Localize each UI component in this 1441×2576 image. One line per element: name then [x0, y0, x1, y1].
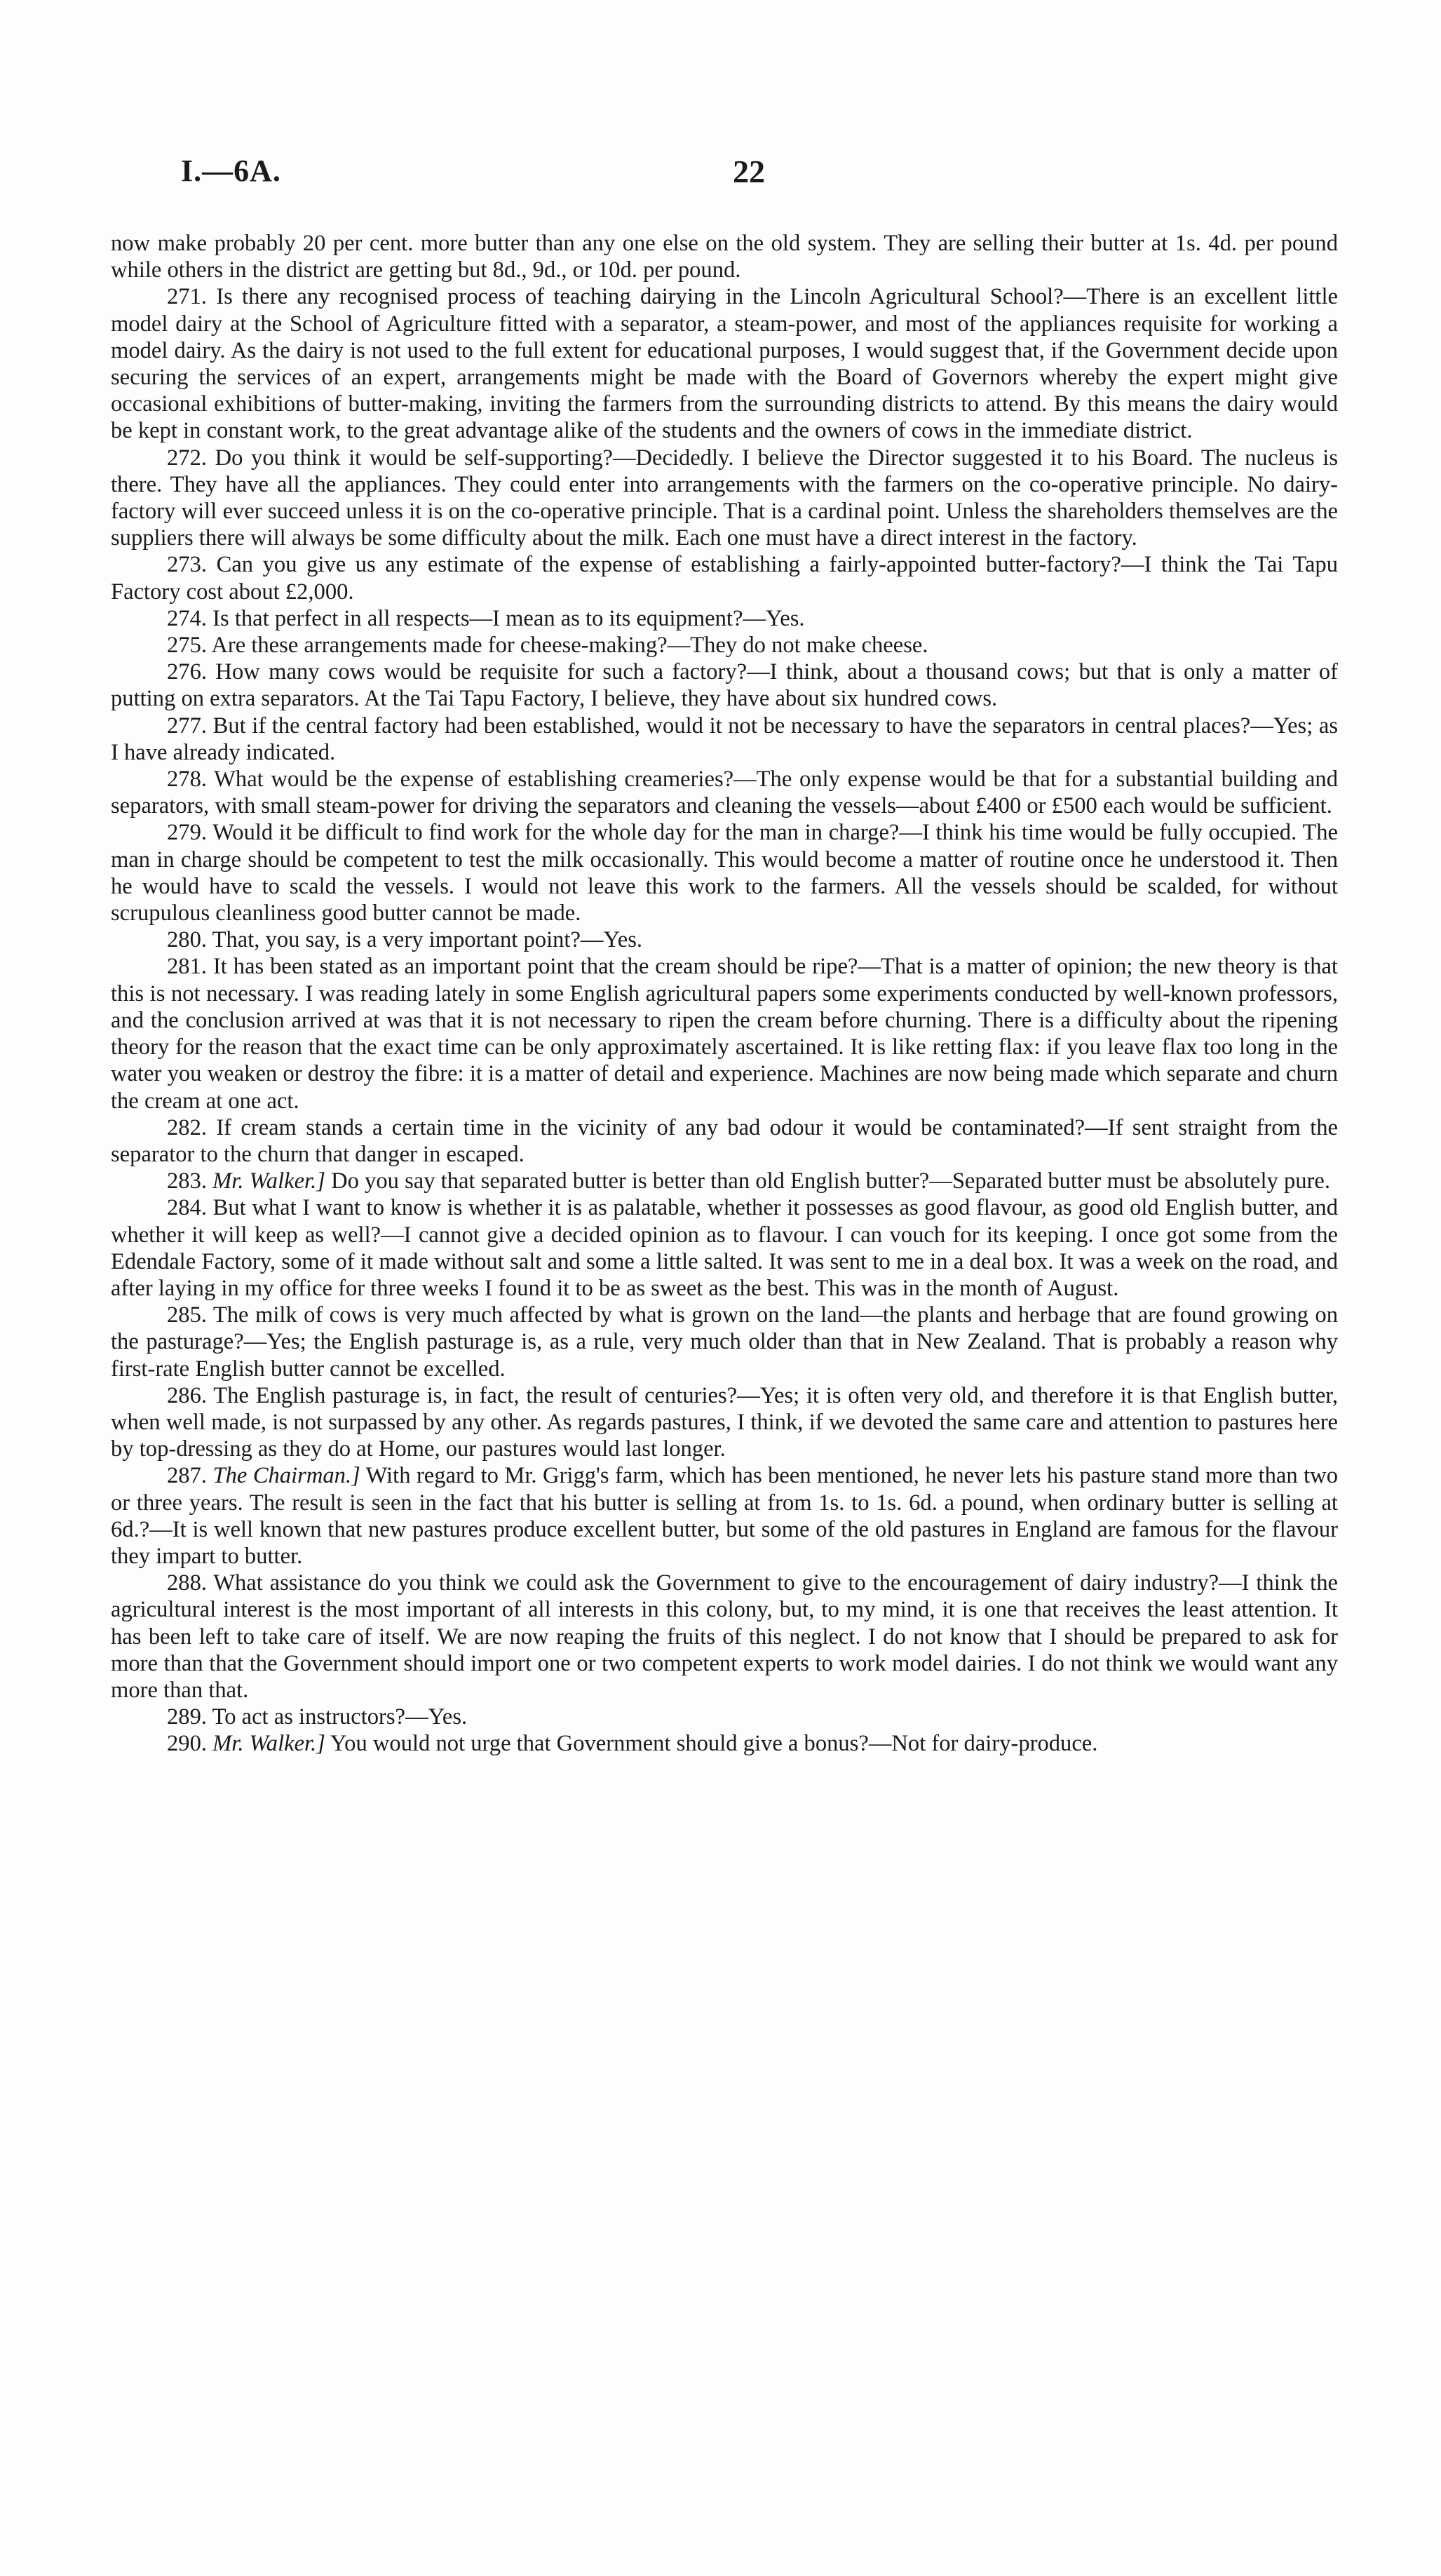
paragraph: 272. Do you think it would be self-supporting?—Decidedly. I believe the Director suggested it to his Board. The nucleus is there. They have all the appliances. They could enter into arrangements with the farmers on the co-operative principle. No dairy-factory will ever succeed unless it is on the co-operative principle. That is a cardinal point. Unless the shareholders themselves are the suppliers there will always be some difficulty about the milk. Each one must have a direct interest in the factory. [111, 445, 1338, 551]
paragraph: 288. What assistance do you think we could ask the Government to give to the encouragement of dairy industry?—I think the agricultural interest is the most important of all interests in this colony, but, to my mind, it is one that receives the least attention. It has been left to take care of itself. We are now reaping the fruits of this neglect. I do not know that I should be prepared to ask for more than that the Government should import one or two competent experts to work model dairies. I do not think we would want any more than that. [111, 1570, 1338, 1703]
paragraph: now make probably 20 per cent. more butter than any one else on the old system. They are selling their butter at 1s. 4d. per pound while others in the district are getting but 8d., 9d., or 10d. per pound. [111, 231, 1338, 283]
paper-reference: I.—6A. [181, 154, 281, 188]
paragraph: 289. To act as instructors?—Yes. [167, 1704, 468, 1730]
paragraph: 273. Can you give us any estimate of the expense of establishing a fairly-appointed butter-factory?—I think the Tai Tapu Factory cost about £2,000. [111, 552, 1338, 605]
paragraph: 279. Would it be difficult to find work for the whole day for the man in charge?—I think his time would be fully occupied. The man in charge should be competent to test the milk occasionally. This would become a matter of routine once he understood it. Then he would have to scald the vessels. I would not leave this work to the farmers. All the vessels should be scalded, for without scrupulous cleanliness good butter cannot be made. [111, 820, 1338, 926]
paragraph: 277. But if the central factory had been established, would it not be necessary to have the separators in central places?—Yes; as I have already indicated. [111, 713, 1338, 765]
speaker-name: The Chairman.] [212, 1463, 360, 1489]
paragraph: 282. If cream stands a certain time in the vicinity of any bad odour it would be contaminated?—If sent straight from the separator to the churn that danger in escaped. [111, 1114, 1338, 1167]
question-number: 290. [167, 1731, 213, 1757]
paragraph: 271. Is there any recognised process of teaching dairying in the Lincoln Agricultural School?—There is an excellent little model dairy at the School of Agriculture fitted with a separator, a steam-power, and most of the appliances requisite for working a model dairy. As the dairy is not used to the full extent for educational purposes, I would suggest that, if the Government decide upon securing the services of an expert, arrangements might be made with the Board of Governors whereby the expert might give occasional exhibitions of butter-making, inviting the farmers from the surrounding districts to attend. By this means the dairy would be kept in constant work, to the great advantage alike of the students and the owners of cows in the immediate district. [111, 284, 1338, 444]
page-number: 22 [733, 154, 765, 189]
question-number: 287. [167, 1463, 213, 1489]
paragraph: 281. It has been stated as an important point that the cream should be ripe?—That is a matter of opinion; the new theory is that this is not necessary. I was reading lately in some English agricultural papers some experiments conducted by well-known professors, and the conclusion arrived at was that it is not necessary to ripen the cream before churning. There is a difficulty about the ripening theory for the reason that the exact time can be only approximately ascertained. It is like retting flax: if you leave flax too long in the water you weaken or destroy the fibre: it is a matter of detail and experience. Machines are now being made which separate and churn the cream at one act. [111, 954, 1338, 1114]
paragraph [111, 1168, 1338, 1194]
paragraph-text: Do you say that separated butter is better than old English butter?—Separated butter must be absolutely pure. [325, 1168, 1331, 1194]
paragraph: 280. That, you say, is a very important point?—Yes. [167, 927, 643, 953]
speaker-name: Mr. Walker.] [212, 1731, 325, 1757]
speaker-name: Mr. Walker.] [212, 1168, 325, 1194]
paragraph: 274. Is that perfect in all respects—I mean as to its equipment?—Yes. [167, 605, 805, 631]
paragraph: 278. What would be the expense of establishing creameries?—The only expense would be that for a substantial building and separators, with small steam-power for driving the separators and cleaning the vessels—about £400 or £500 each would be sufficient. [111, 767, 1338, 819]
evidence-text [111, 230, 1338, 1758]
question-number: 283. [167, 1168, 213, 1194]
paragraph [111, 1462, 1338, 1570]
paragraph [111, 1730, 1338, 1757]
paragraph: 275. Are these arrangements made for cheese-making?—They do not make cheese. [167, 633, 928, 659]
paragraph-text: You would not urge that Government should give a bonus?—Not for dairy-produce. [325, 1731, 1098, 1757]
paragraph: 286. The English pasturage is, in fact, the result of centuries?—Yes; it is often very old, and therefore it is that English butter, when well made, is not surpassed by any other. As regards pastures, I think, if we devoted the same care and attention to pastures here by top-dressing as they do at Home, our pastures would last longer. [111, 1382, 1338, 1462]
paragraph: 285. The milk of cows is very much affected by what is grown on the land—the plants and herbage that are found growing on the pasturage?—Yes; the English pasturage is, as a rule, very much older than that in New Zealand. That is probably a reason why first-rate English butter cannot be excelled. [111, 1302, 1338, 1382]
paragraph: 284. But what I want to know is whether it is as palatable, whether it possesses as good flavour, as good old English butter, and whether it will keep as well?—I cannot give a decided opinion as to flavour. I can vouch for its keeping. I once got some from the Edendale Factory, some of it made without salt and some a little salted. It was sent to me in a deal box. It was a week on the road, and after laying in my office for three weeks I found it to be as sweet as the best. This was in the month of August. [111, 1195, 1338, 1301]
paragraph: 276. How many cows would be requisite for such a factory?—I think, about a thousand cows; but that is only a matter of putting on extra separators. At the Tai Tapu Factory, I believe, they have about six hundred cows. [111, 659, 1338, 712]
page-header [181, 153, 1338, 195]
paragraph-text: With regard to Mr. Grigg's farm, which has been mentioned, he never lets his pasture stand more than two or three years. The result is seen in the fact that his butter is selling at from 1s. to 1s. 6d. a pound, when ordinary butter is selling at 6d.?—It is well known that new pastures produce excellent butter, but some of the old pastures in England are famous for the flavour they impart to butter. [111, 1463, 1338, 1569]
